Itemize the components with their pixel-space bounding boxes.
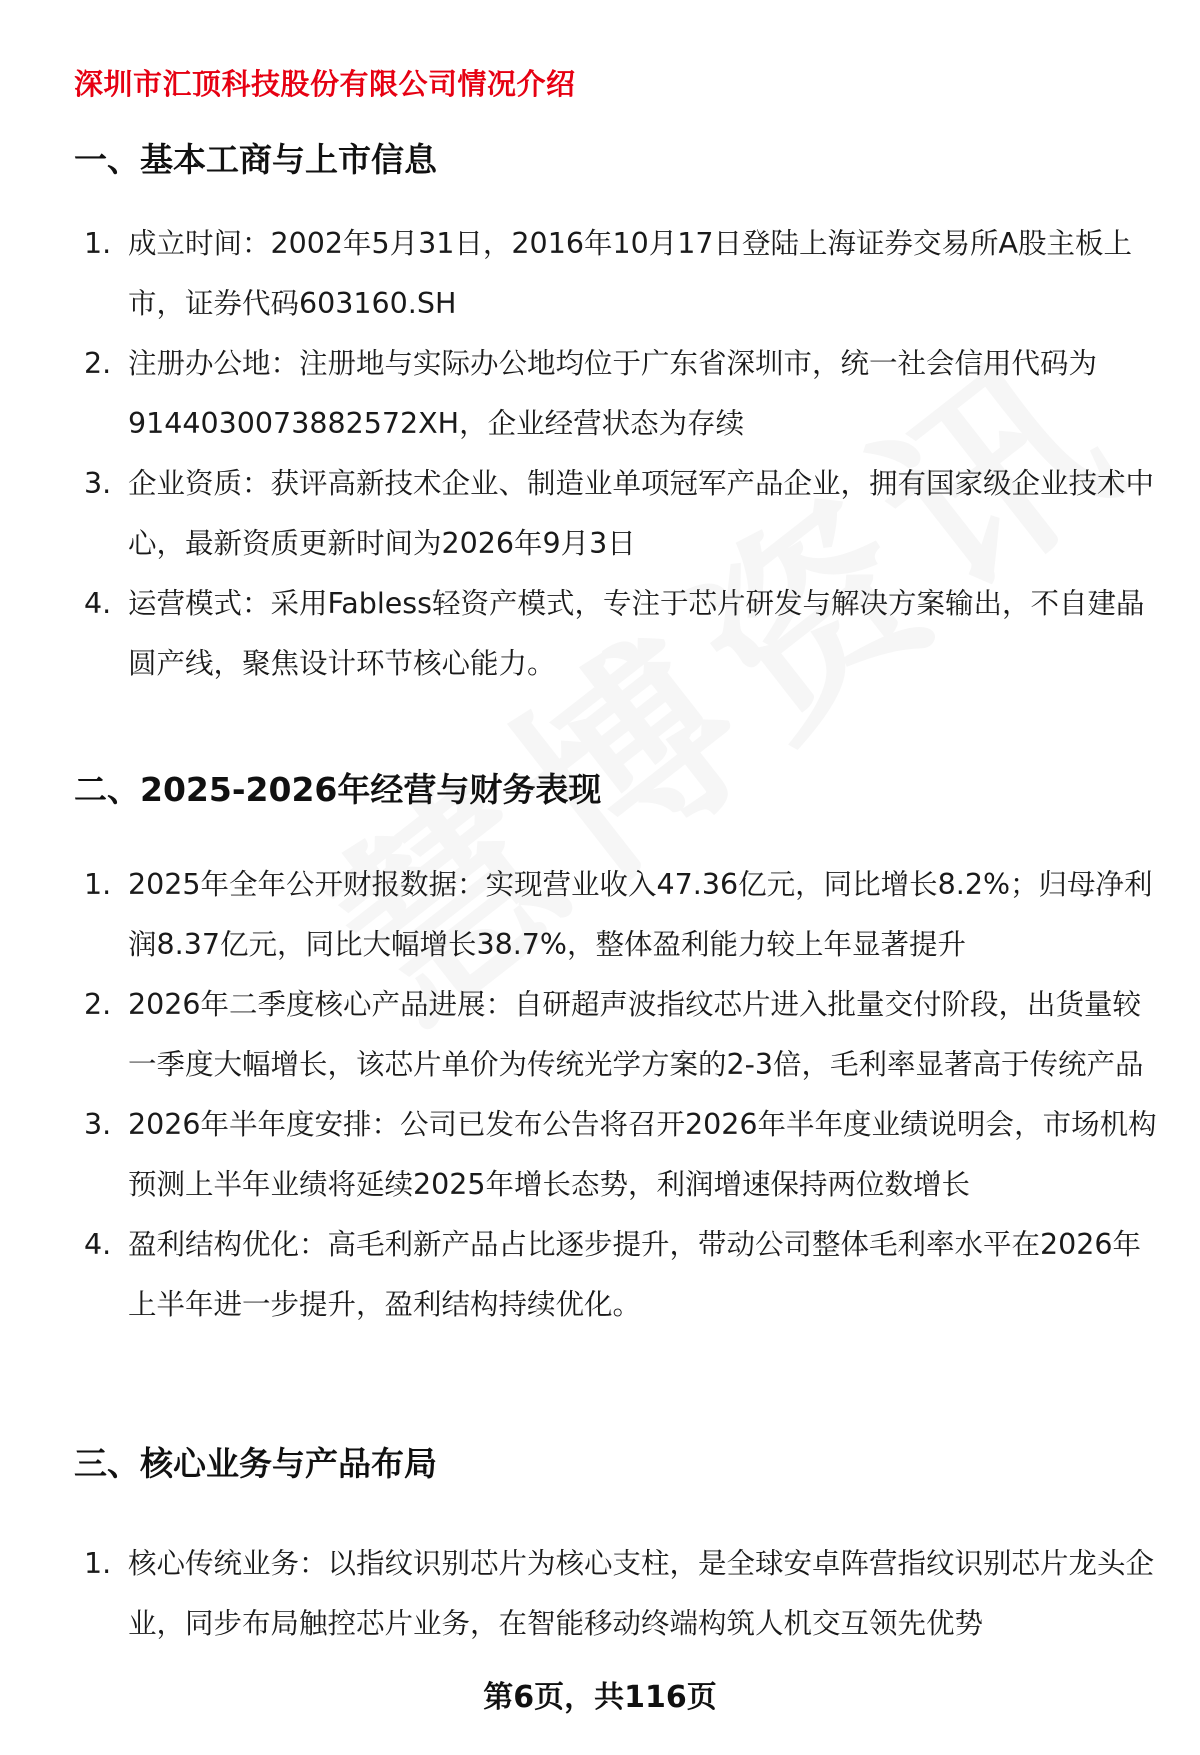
section-heading-finance: 二、2025-2026年经营与财务表现: [74, 770, 602, 809]
list-item: [0, 855, 1200, 975]
list-item-text: 企业资质：获评高新技术企业、制造业单项冠军产品企业，拥有国家级企业技术中心，最新资质更新时间为2026年9月3日: [128, 467, 1155, 560]
list-number: 2.: [84, 988, 112, 1021]
list-item: [0, 334, 1200, 454]
list-item-text: 2026年二季度核心产品进展：自研超声波指纹芯片进入批量交付阶段，出货量较一季度大幅增长，该芯片单价为传统光学方案的2-3倍，毛利率显著高于传统产品: [128, 988, 1144, 1081]
section-list-finance: [0, 855, 1200, 1335]
section-list-business: [0, 1534, 1200, 1654]
list-number: 2.: [84, 347, 112, 380]
list-number: 4.: [84, 587, 112, 620]
list-number: 1.: [84, 227, 112, 260]
list-number: 1.: [84, 1547, 112, 1580]
list-item-text: 2026年半年度安排：公司已发布公告将召开2026年半年度业绩说明会，市场机构预测上半年业绩将延续2025年增长态势，利润增速保持两位数增长: [128, 1108, 1157, 1201]
list-number: 3.: [84, 1108, 112, 1141]
list-item-text: 注册办公地：注册地与实际办公地均位于广东省深圳市，统一社会信用代码为9144030073882572XH，企业经营状态为存续: [128, 347, 1098, 440]
list-number: 4.: [84, 1228, 112, 1261]
section-heading-basic-info: 一、基本工商与上市信息: [74, 140, 437, 179]
list-item-text: 成立时间：2002年5月31日，2016年10月17日登陆上海证券交易所A股主板上市，证券代码603160.SH: [128, 227, 1132, 320]
list-item: [0, 214, 1200, 334]
document-title: 深圳市汇顶科技股份有限公司情况介绍: [74, 67, 576, 101]
section-heading-business: 三、核心业务与产品布局: [74, 1444, 437, 1483]
list-item-text: 核心传统业务：以指纹识别芯片为核心支柱，是全球安卓阵营指纹识别芯片龙头企业，同步布局触控芯片业务，在智能移动终端构筑人机交互领先优势: [128, 1547, 1155, 1640]
list-number: 3.: [84, 467, 112, 500]
list-item: [0, 1534, 1200, 1654]
list-item: [0, 1215, 1200, 1335]
list-item-text: 盈利结构优化：高毛利新产品占比逐步提升，带动公司整体毛利率水平在2026年上半年进一步提升，盈利结构持续优化。: [128, 1228, 1142, 1321]
page-footer: 第6页，共116页: [483, 1680, 717, 1715]
list-number: 1.: [84, 868, 112, 901]
list-item-text: 2025年全年公开财报数据：实现营业收入47.36亿元，同比增长8.2%；归母净利润8.37亿元，同比大幅增长38.7%，整体盈利能力较上年显著提升: [128, 868, 1153, 961]
list-item: [0, 1095, 1200, 1215]
list-item-text: 运营模式：采用Fabless轻资产模式，专注于芯片研发与解决方案输出，不自建晶圆产线，聚焦设计环节核心能力。: [128, 587, 1145, 680]
list-item: [0, 454, 1200, 574]
list-item: [0, 574, 1200, 694]
list-item: [0, 975, 1200, 1095]
section-list-basic-info: [0, 214, 1200, 694]
